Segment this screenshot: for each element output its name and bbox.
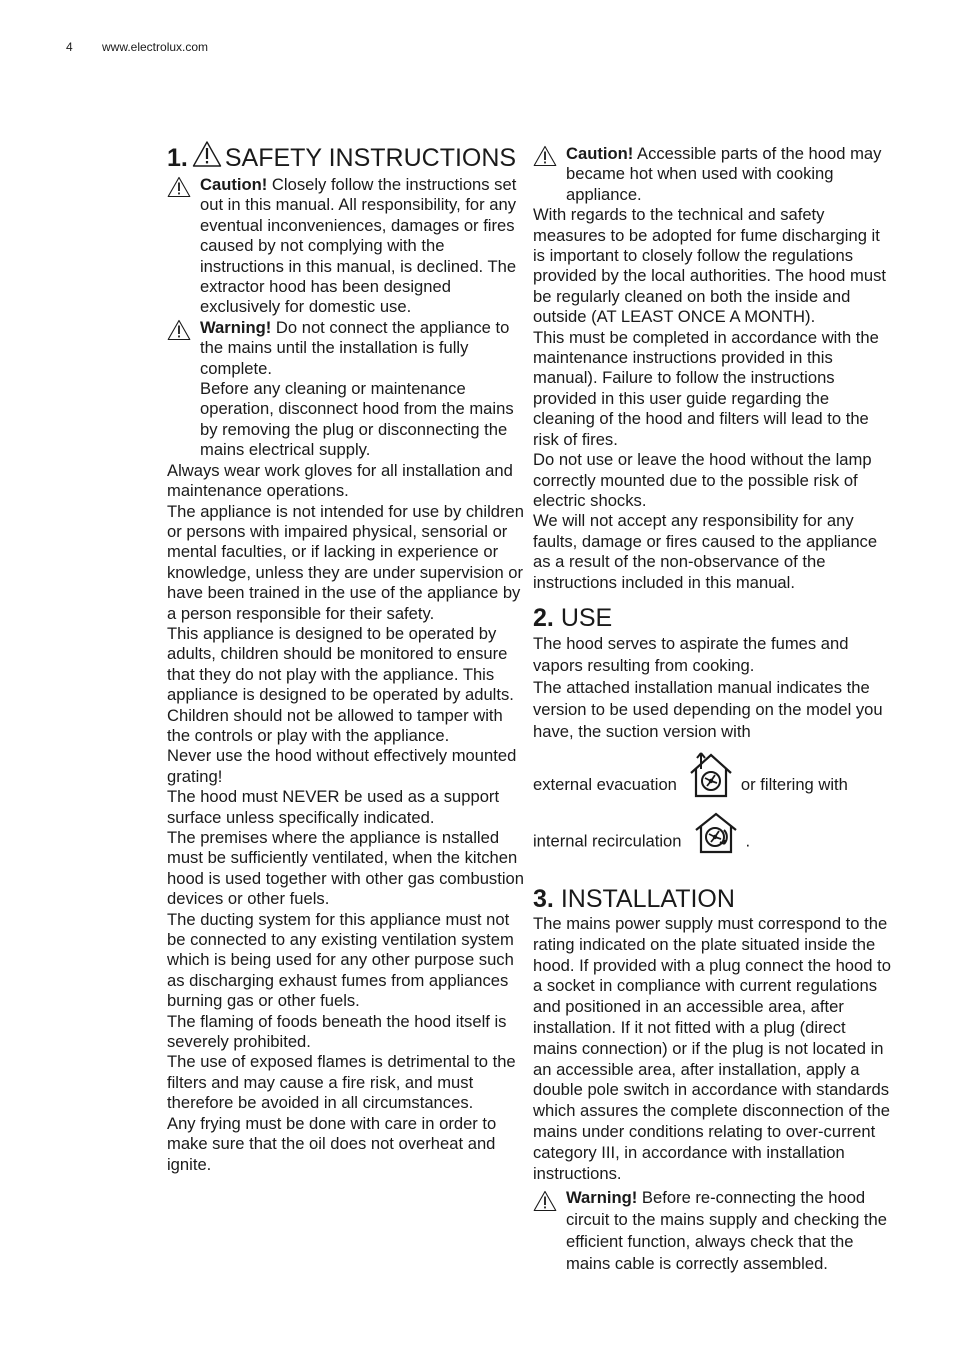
section-number: 2. [533, 603, 554, 632]
caution-note [533, 144, 893, 205]
internal-recirculation-line [533, 812, 893, 872]
paragraph: The attached installation manual indicates the version to be used depending on the model you have, the suction version with [533, 677, 883, 741]
period: . [745, 831, 751, 851]
page-number: 4 [66, 40, 73, 54]
warning-text: Before re-connecting the hood circuit to the mains supply and checking the efficient function, always check that the mains cable is correctly assembled. [566, 1188, 887, 1273]
paragraph: The hood serves to aspirate the fumes and vapors resulting from cooking. [533, 633, 849, 675]
house-internal-recirculation-icon [692, 812, 740, 872]
warning-label: Warning! [200, 317, 272, 337]
section-title-safety [167, 140, 529, 175]
warning-triangle-icon [533, 145, 557, 172]
warning-label: Warning! [566, 1188, 638, 1208]
section-title-text: USE [560, 603, 613, 632]
paragraph: Do not use or leave the hood without the lamp correctly mounted due to the possible risk of electric shocks. [533, 450, 872, 510]
warning-triangle-icon [167, 176, 191, 203]
internal-recirculation-label: internal recirculation [533, 831, 682, 851]
paragraph: This appliance is designed to be operated by adults, children should be monitored to ensure that they do not play with the appliance. This appliance is designed to be operated by adults. Children should not be allowed to tamper with the controls or play with the appliance. [167, 623, 514, 745]
external-evacuation-label: external evacuation [533, 774, 677, 794]
paragraph: The use of exposed flames is detrimental to the filters and may cause a fire risk, and must therefore be avoided in all circumstances. [167, 1052, 516, 1113]
paragraph: The flaming of foods beneath the hood itself is severely prohibited. [167, 1011, 507, 1052]
paragraph: Any frying must be done with care in order to make sure that the oil does not overheat and ignite. [167, 1113, 497, 1174]
warning-triangle-icon [533, 1190, 557, 1218]
paragraph: The hood must NEVER be used as a support surface unless specifically indicated. [167, 787, 500, 827]
caution-text: Closely follow the instructions set out in this manual. All responsibility, for any eventual inconveniences, damages or fires caused by not complying with the instructions in this manual, is declined. The extractor hood has been designed exclusively for domestic use. [200, 175, 517, 317]
house-external-evacuation-icon [687, 751, 735, 820]
warning-text: Do not connect the appliance to the mains until the installation is fully complete. [200, 317, 510, 378]
section-title-text: INSTALLATION [560, 884, 735, 913]
paragraph: Always wear work gloves for all installation and maintenance operations. [167, 460, 513, 501]
paragraph: The mains power supply must correspond to the rating indicated on the plate situated inside the hood. If provided with a plug connect the hood to a socket in compliance with current regulations and positioned in an accessible area, after installation. If it not fitted with a plug (direct mains connection) or if the plug is not located in an accessible area, after installation, apply a double pole switch in accordance with standards which assures the complete disconnection of the mains under conditions relating to over-current category III, in accordance with installation instructions. [533, 913, 891, 1183]
section-number: 3. [533, 884, 554, 913]
warning-note [167, 318, 529, 461]
paragraph: The ducting system for this appliance must not be connected to any existing ventilation system which is being used for any other purpose such as discharging exhaust fumes from appliances burning gas or other fuels. [167, 909, 514, 1011]
left-column [167, 140, 529, 1175]
warning-triangle-icon [167, 319, 191, 346]
caution-label: Caution! [566, 144, 634, 163]
paragraph: This must be completed in accordance with the maintenance instructions provided in this manual). Failure to follow the instructions provided in this user guide regarding the cleaning of the hood and filters will lead to the risk of fires. [533, 327, 879, 449]
section-title-installation [533, 884, 893, 914]
paragraph: The premises where the appliance is nstalled must be sufficiently ventilated, when the kitchen hood is used together with other gas combustion devices or other fuels. [167, 828, 524, 909]
paragraph: With regards to the technical and safety measures to be adopted for fume discharging it is important to closely follow the regulations provided by the local authorities. The hood must be regularly cleaned on both the inside and outside (AT LEAST ONCE A MONTH). [533, 205, 886, 327]
caution-note [167, 175, 529, 318]
section-number: 1. [167, 144, 188, 172]
page-header [66, 40, 208, 54]
external-evacuation-line [533, 751, 893, 820]
caution-text: Accessible parts of the hood may became hot when used with cooking appliance. [566, 144, 882, 204]
warning-note [533, 1187, 893, 1274]
site-url: www.electrolux.com [102, 40, 209, 54]
warning-text-2: Before any cleaning or maintenance operation, disconnect hood from the mains by removing the plug or disconnecting the mains electrical supply. [200, 379, 514, 460]
section-title-text: SAFETY INSTRUCTIONS [224, 144, 517, 172]
paragraph: Never use the hood without effectively mounted grating! [167, 746, 517, 786]
warning-triangle-icon [192, 140, 222, 175]
paragraph: The appliance is not intended for use by children or persons with impaired physical, sensorial or mental faculties, or if lacking in experience or knowledge, unless they are under supervision or have been trained in the use of the appliance by a person responsible for their safety. [167, 501, 524, 623]
caution-label: Caution! [200, 175, 268, 194]
section-title-use [533, 603, 893, 633]
or-filtering-text: or filtering with [740, 774, 848, 794]
right-column [533, 144, 893, 1274]
paragraph: We will not accept any responsibility for any faults, damage or fires caused to the appliance as a result of the non-observance of the instructions included in this manual. [533, 511, 878, 592]
